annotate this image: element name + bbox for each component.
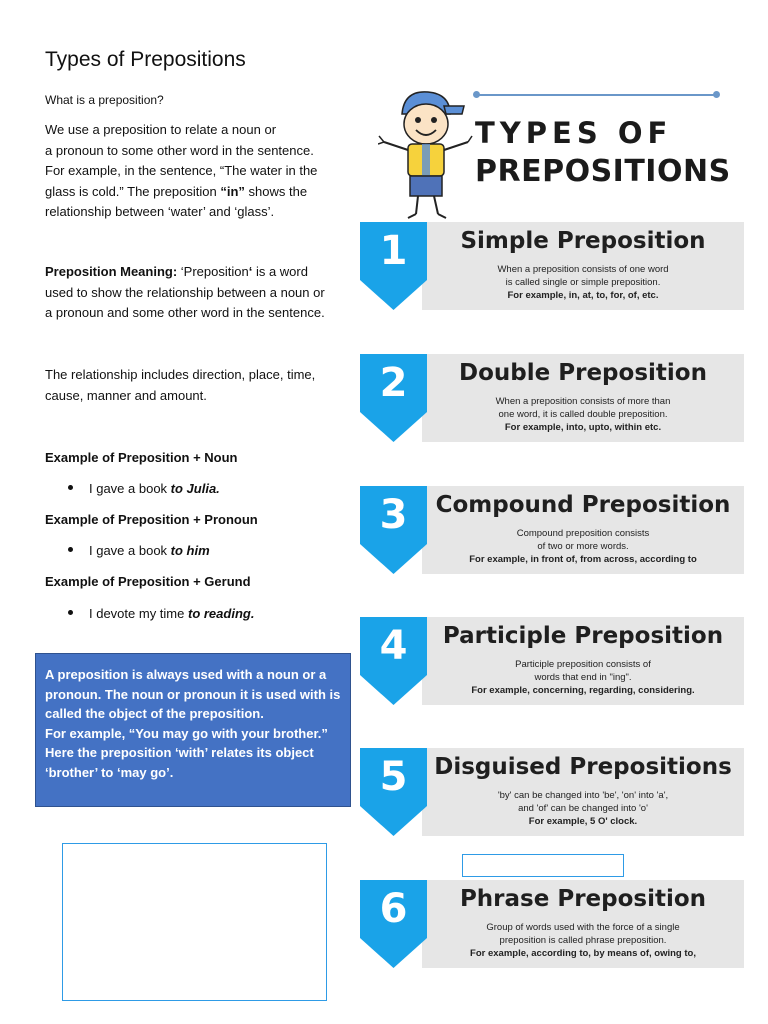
example-bullet-noun xyxy=(68,481,220,496)
preposition-type-card xyxy=(360,354,744,442)
empty-text-box[interactable] xyxy=(62,843,327,1001)
meaning-quote: ‘ xyxy=(248,264,253,279)
infographic-title-line2: PREPOSITIONS xyxy=(475,154,731,189)
card-example: For example, in front of, from across, according to xyxy=(469,554,697,565)
page-title: Types of Prepositions xyxy=(45,48,246,71)
card-title: Compound Preposition xyxy=(435,492,731,518)
preposition-type-card xyxy=(360,222,744,310)
intro-text: glass is cold.” The preposition xyxy=(45,183,221,199)
card-example: For example, into, upto, within etc. xyxy=(504,422,662,433)
card-description xyxy=(422,789,744,828)
preposition-type-card xyxy=(360,486,744,574)
card-desc-line: preposition is called phrase preposition. xyxy=(499,935,667,946)
meaning-text: is a word xyxy=(252,264,308,279)
card-description xyxy=(422,263,744,302)
note-line: pronoun. The noun or pronoun it is used with is xyxy=(45,686,341,702)
example-emphasis: to Julia. xyxy=(170,481,220,496)
card-example: For example, concerning, regarding, considering. xyxy=(471,685,695,696)
note-callout xyxy=(35,653,351,807)
intro-line: For example, in the sentence, “The water in the xyxy=(45,163,318,178)
example-text: I gave a book xyxy=(89,543,171,558)
intro-line: We use a preposition to relate a noun or xyxy=(45,122,277,137)
note-line: ‘brother’ to ‘may go’. xyxy=(45,764,174,780)
preposition-type-card xyxy=(360,617,744,705)
card-desc-line: of two or more words. xyxy=(537,541,629,552)
intro-paragraph xyxy=(45,120,350,223)
infographic-title-line1: TYPES OF xyxy=(475,116,673,150)
meaning-line xyxy=(45,262,350,283)
meaning-label: Preposition Meaning: xyxy=(45,264,178,279)
card-desc-line: and 'of' can be changed into 'o' xyxy=(518,803,648,814)
card-title: Participle Preposition xyxy=(442,623,724,649)
card-desc-line: is called single or simple preposition. xyxy=(505,277,661,288)
question-heading: What is a preposition? xyxy=(45,93,164,107)
card-number: 3 xyxy=(379,492,408,538)
preposition-type-card xyxy=(360,748,744,836)
intro-emphasis: “in” xyxy=(220,183,245,199)
card-desc-line: one word, it is called double preposition. xyxy=(498,409,668,420)
example-heading-noun: Example of Preposition + Noun xyxy=(45,450,238,465)
meaning-text: ‘Preposition xyxy=(177,264,249,279)
card-desc-line: 'by' can be changed into 'be', 'on' into 'a', xyxy=(497,790,669,801)
example-heading-pronoun: Example of Preposition + Pronoun xyxy=(45,512,258,527)
decorative-dot xyxy=(713,91,720,98)
intro-text: shows the xyxy=(244,183,308,199)
meaning-line: used to show the relationship between a noun or xyxy=(45,284,325,300)
example-text: I gave a book xyxy=(89,481,171,496)
note-line: Here the preposition ‘with’ relates its object xyxy=(45,745,314,760)
intro-line xyxy=(45,182,350,203)
card-desc-line: Participle preposition consists of xyxy=(515,659,651,670)
card-description xyxy=(422,658,744,697)
cartoon-kid-illustration xyxy=(378,84,473,224)
intro-line: relationship between ‘water’ and ‘glass’. xyxy=(45,204,275,219)
card-desc-line: Compound preposition consists xyxy=(516,528,650,539)
card-title: Phrase Preposition xyxy=(459,886,707,912)
decorative-line xyxy=(477,94,717,96)
card-title: Double Preposition xyxy=(459,360,707,386)
card-number: 1 xyxy=(379,228,408,274)
card-description xyxy=(422,921,744,960)
meaning-paragraph xyxy=(45,262,350,324)
card-example: For example, according to, by means of, owing to, xyxy=(470,948,696,959)
meaning-line: a pronoun and some other word in the sentence. xyxy=(45,305,325,320)
card-number: 5 xyxy=(379,754,408,800)
card-desc-line: Group of words used with the force of a single xyxy=(486,922,680,933)
types-infographic xyxy=(360,80,744,980)
relationship-paragraph xyxy=(45,365,350,406)
preposition-type-card xyxy=(360,880,744,968)
note-line: A preposition is always used with a noun or a xyxy=(45,667,327,682)
card-number: 6 xyxy=(379,886,408,932)
card-number: 4 xyxy=(379,623,408,669)
card-example: For example, 5 O' clock. xyxy=(528,816,638,827)
note-line: called the object of the preposition. xyxy=(45,706,264,721)
relationship-line: cause, manner and amount. xyxy=(45,387,207,403)
decorative-dot xyxy=(473,91,480,98)
intro-line: a pronoun to some other word in the sentence. xyxy=(45,142,314,158)
card-desc-line: When a preposition consists of one word xyxy=(497,264,669,275)
example-emphasis: to him xyxy=(170,543,210,558)
example-bullet-pronoun xyxy=(68,543,210,558)
card-example: For example, in, at, to, for, of, etc. xyxy=(507,290,659,301)
card-number: 2 xyxy=(379,360,408,406)
card-description xyxy=(422,395,744,434)
note-line: For example, “You may go with your brother.” xyxy=(45,725,328,741)
card-description xyxy=(422,527,744,566)
example-emphasis: to reading. xyxy=(187,606,255,621)
example-bullet-gerund xyxy=(68,606,254,621)
card-title: Simple Preposition xyxy=(460,228,706,254)
relationship-line: The relationship includes direction, place, time, xyxy=(45,367,316,382)
card-title: Disguised Prepositions xyxy=(434,754,732,780)
example-text: I devote my time xyxy=(89,606,188,621)
example-heading-gerund: Example of Preposition + Gerund xyxy=(45,574,251,589)
card-desc-line: When a preposition consists of more than xyxy=(495,396,671,407)
card-desc-line: words that end in "ing". xyxy=(534,672,632,683)
